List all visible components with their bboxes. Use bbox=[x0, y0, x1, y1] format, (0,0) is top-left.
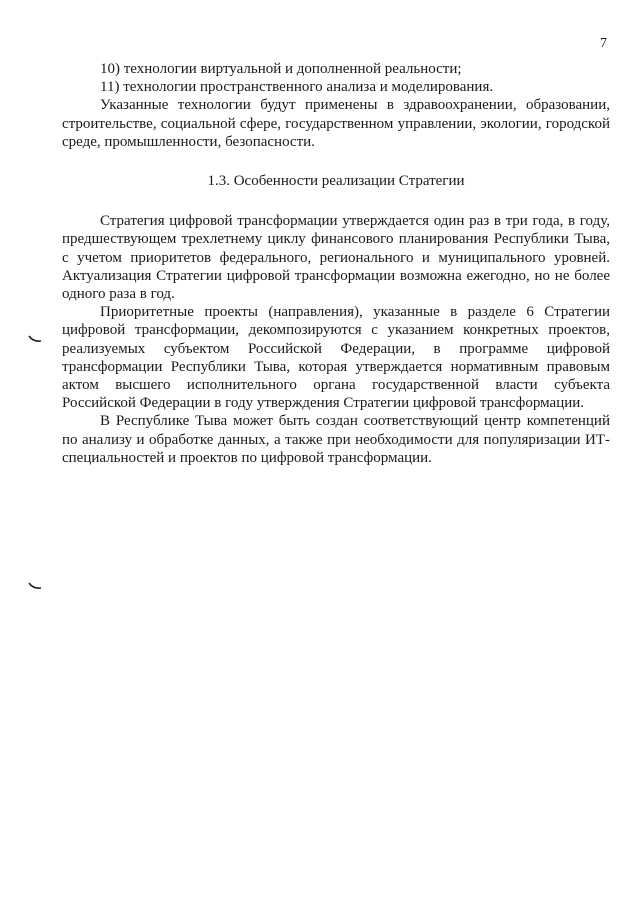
margin-mark bbox=[28, 335, 42, 343]
paragraph: Приоритетные проекты (направления), указанные в разделе 6 Стратегии цифровой трансформации, декомпозируются с указанием конкретных проектов, реализуемых субъектом Российской Федерации, в программе цифровой трансформации Республики Тыва, которая утверждается нормативным правовым актом высшего исполнительного органа государственной власти субъекта Российской Федерации в году утверждения Стратегии цифровой трансформации. bbox=[62, 304, 610, 412]
list-item: 10) технологии виртуальной и дополненной реальности; bbox=[100, 61, 462, 77]
margin-mark bbox=[28, 582, 42, 590]
paragraph: В Республике Тыва может быть создан соответствующий центр компетенций по анализу и обработке данных, а также при необходимости для популяризации ИТ-специальностей и проектов по цифровой трансформации. bbox=[62, 413, 610, 466]
list-item: 11) технологии пространственного анализа и моделирования. bbox=[100, 79, 494, 96]
intro-paragraph: Указанные технологии будут применены в здравоохранении, образовании, строительстве, социальной сфере, государственном управлении, экологии, городской среде, промышленности, безопасности. bbox=[62, 97, 610, 150]
section-heading: 1.3. Особенности реализации Стратегии bbox=[207, 173, 465, 190]
document-body bbox=[62, 60, 610, 467]
paragraph: Стратегия цифровой трансформации утверждается один раз в три года, в году, предшествующем трехлетнему циклу финансового планирования Республики Тыва, с учетом приоритетов федерального, регионального и муниципального уровней. Актуализация Стратегии цифровой трансформации возможна ежегодно, но не более одного раза в год. bbox=[62, 213, 610, 303]
page-number: 7 bbox=[600, 36, 607, 51]
